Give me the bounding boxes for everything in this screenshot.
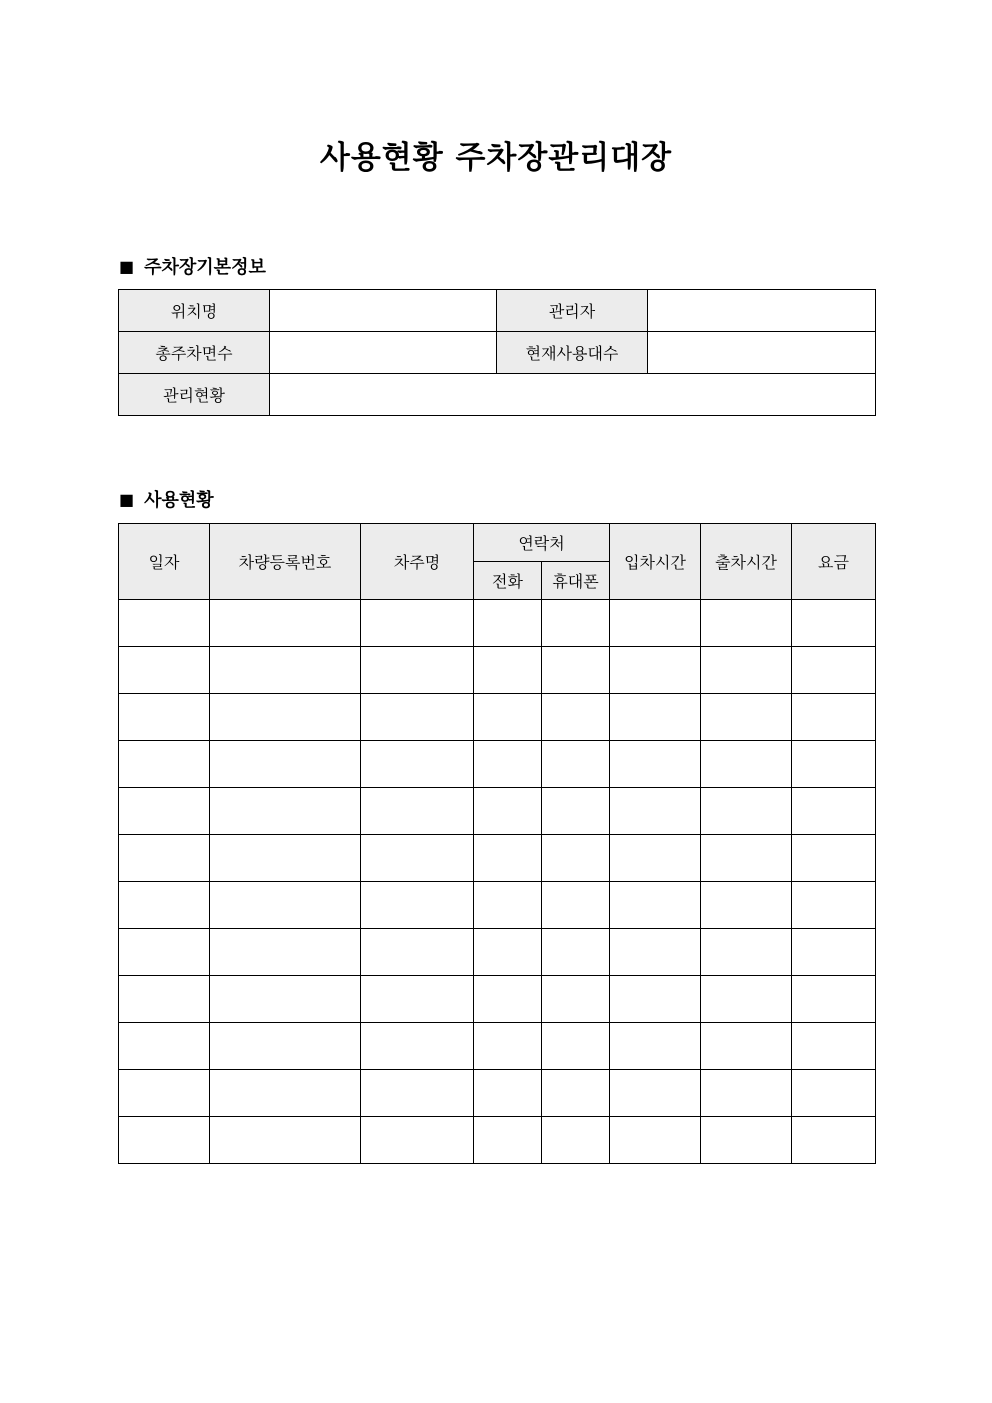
table-row	[119, 332, 876, 374]
usage-table	[118, 523, 876, 1164]
date-cell[interactable]	[119, 741, 210, 788]
plate-cell[interactable]	[210, 741, 361, 788]
fee-cell[interactable]	[792, 835, 876, 882]
plate-cell[interactable]	[210, 1117, 361, 1164]
mobile-cell[interactable]	[542, 788, 610, 835]
phone-cell[interactable]	[474, 788, 542, 835]
entry-time-cell[interactable]	[610, 882, 701, 929]
mobile-cell[interactable]	[542, 1070, 610, 1117]
owner-cell[interactable]	[361, 929, 474, 976]
date-cell[interactable]	[119, 788, 210, 835]
plate-cell[interactable]	[210, 835, 361, 882]
mobile-cell[interactable]	[542, 694, 610, 741]
plate-cell[interactable]	[210, 788, 361, 835]
date-cell[interactable]	[119, 1117, 210, 1164]
table-row	[119, 600, 876, 647]
fee-cell[interactable]	[792, 1023, 876, 1070]
exit-time-cell[interactable]	[701, 647, 792, 694]
current-usage-label: 현재사용대수	[497, 332, 648, 374]
square-bullet-icon: ■	[119, 256, 135, 276]
table-row	[119, 976, 876, 1023]
table-row	[119, 882, 876, 929]
owner-cell[interactable]	[361, 835, 474, 882]
plate-cell[interactable]	[210, 1023, 361, 1070]
table-row	[119, 788, 876, 835]
phone-cell[interactable]	[474, 741, 542, 788]
mobile-cell[interactable]	[542, 976, 610, 1023]
mobile-cell[interactable]	[542, 1023, 610, 1070]
entry-time-cell[interactable]	[610, 647, 701, 694]
phone-cell[interactable]	[474, 647, 542, 694]
exit-time-cell[interactable]	[701, 1023, 792, 1070]
entry-time-cell[interactable]	[610, 929, 701, 976]
phone-cell[interactable]	[474, 1070, 542, 1117]
fee-cell[interactable]	[792, 882, 876, 929]
phone-cell[interactable]	[474, 929, 542, 976]
column-header-entry-time: 입차시간	[610, 524, 701, 600]
manager-label: 관리자	[497, 290, 648, 332]
mobile-cell[interactable]	[542, 835, 610, 882]
owner-cell[interactable]	[361, 647, 474, 694]
date-cell[interactable]	[119, 600, 210, 647]
date-cell[interactable]	[119, 835, 210, 882]
fee-cell[interactable]	[792, 976, 876, 1023]
column-header-owner: 차주명	[361, 524, 474, 600]
date-cell[interactable]	[119, 882, 210, 929]
phone-cell[interactable]	[474, 976, 542, 1023]
table-row	[119, 929, 876, 976]
table-row	[119, 647, 876, 694]
owner-cell[interactable]	[361, 882, 474, 929]
plate-cell[interactable]	[210, 647, 361, 694]
document-title: 사용현황 주차장관리대장	[319, 140, 673, 176]
plate-cell[interactable]	[210, 600, 361, 647]
exit-time-cell[interactable]	[701, 929, 792, 976]
plate-cell[interactable]	[210, 694, 361, 741]
section-title: 주차장기본정보	[144, 257, 266, 278]
mobile-cell[interactable]	[542, 741, 610, 788]
exit-time-cell[interactable]	[701, 741, 792, 788]
fee-cell[interactable]	[792, 788, 876, 835]
phone-cell[interactable]	[474, 882, 542, 929]
phone-cell[interactable]	[474, 1023, 542, 1070]
column-header-plate: 차량등록번호	[210, 524, 361, 600]
exit-time-cell[interactable]	[701, 1070, 792, 1117]
plate-cell[interactable]	[210, 882, 361, 929]
location-value[interactable]	[270, 290, 497, 332]
manager-value[interactable]	[648, 290, 876, 332]
fee-cell[interactable]	[792, 694, 876, 741]
phone-cell[interactable]	[474, 600, 542, 647]
fee-cell[interactable]	[792, 1070, 876, 1117]
owner-cell[interactable]	[361, 600, 474, 647]
fee-cell[interactable]	[792, 929, 876, 976]
square-bullet-icon: ■	[119, 489, 135, 509]
usage-table-body	[119, 600, 876, 1164]
owner-cell[interactable]	[361, 788, 474, 835]
phone-cell[interactable]	[474, 694, 542, 741]
plate-cell[interactable]	[210, 976, 361, 1023]
entry-time-cell[interactable]	[610, 694, 701, 741]
exit-time-cell[interactable]	[701, 976, 792, 1023]
mobile-cell[interactable]	[542, 600, 610, 647]
column-header-fee: 요금	[792, 524, 876, 600]
entry-time-cell[interactable]	[610, 1023, 701, 1070]
management-status-value[interactable]	[270, 374, 876, 416]
exit-time-cell[interactable]	[701, 788, 792, 835]
exit-time-cell[interactable]	[701, 835, 792, 882]
date-cell[interactable]	[119, 647, 210, 694]
owner-cell[interactable]	[361, 1117, 474, 1164]
phone-cell[interactable]	[474, 835, 542, 882]
management-status-label: 관리현황	[119, 374, 270, 416]
fee-cell[interactable]	[792, 1117, 876, 1164]
date-cell[interactable]	[119, 1023, 210, 1070]
total-spaces-label: 총주차면수	[119, 332, 270, 374]
entry-time-cell[interactable]	[610, 788, 701, 835]
header-row	[119, 524, 876, 562]
owner-cell[interactable]	[361, 1070, 474, 1117]
column-header-contact: 연락처	[474, 524, 610, 562]
entry-time-cell[interactable]	[610, 835, 701, 882]
entry-time-cell[interactable]	[610, 1117, 701, 1164]
fee-cell[interactable]	[792, 647, 876, 694]
exit-time-cell[interactable]	[701, 694, 792, 741]
section-title: 사용현황	[144, 490, 214, 511]
exit-time-cell[interactable]	[701, 1117, 792, 1164]
column-header-exit-time: 출차시간	[701, 524, 792, 600]
entry-time-cell[interactable]	[610, 600, 701, 647]
owner-cell[interactable]	[361, 976, 474, 1023]
plate-cell[interactable]	[210, 1070, 361, 1117]
owner-cell[interactable]	[361, 1023, 474, 1070]
entry-time-cell[interactable]	[610, 1070, 701, 1117]
owner-cell[interactable]	[361, 741, 474, 788]
location-label: 위치명	[119, 290, 270, 332]
column-header-date: 일자	[119, 524, 210, 600]
table-row	[119, 1070, 876, 1117]
exit-time-cell[interactable]	[701, 882, 792, 929]
table-row	[119, 1117, 876, 1164]
basic-info-table	[118, 289, 876, 416]
entry-time-cell[interactable]	[610, 741, 701, 788]
table-row	[119, 290, 876, 332]
entry-time-cell[interactable]	[610, 976, 701, 1023]
date-cell[interactable]	[119, 929, 210, 976]
mobile-cell[interactable]	[542, 882, 610, 929]
table-row	[119, 1023, 876, 1070]
column-header-phone: 전화	[474, 562, 542, 600]
section-heading-usage	[119, 486, 214, 512]
table-row	[119, 835, 876, 882]
mobile-cell[interactable]	[542, 1117, 610, 1164]
phone-cell[interactable]	[474, 1117, 542, 1164]
date-cell[interactable]	[119, 976, 210, 1023]
current-usage-value[interactable]	[648, 332, 876, 374]
date-cell[interactable]	[119, 694, 210, 741]
total-spaces-value[interactable]	[270, 332, 497, 374]
table-row	[119, 694, 876, 741]
date-cell[interactable]	[119, 1070, 210, 1117]
mobile-cell[interactable]	[542, 647, 610, 694]
owner-cell[interactable]	[361, 694, 474, 741]
fee-cell[interactable]	[792, 741, 876, 788]
column-header-mobile: 휴대폰	[542, 562, 610, 600]
plate-cell[interactable]	[210, 929, 361, 976]
table-row	[119, 741, 876, 788]
mobile-cell[interactable]	[542, 929, 610, 976]
section-heading-basic-info	[119, 253, 266, 279]
table-row	[119, 374, 876, 416]
exit-time-cell[interactable]	[701, 600, 792, 647]
fee-cell[interactable]	[792, 600, 876, 647]
